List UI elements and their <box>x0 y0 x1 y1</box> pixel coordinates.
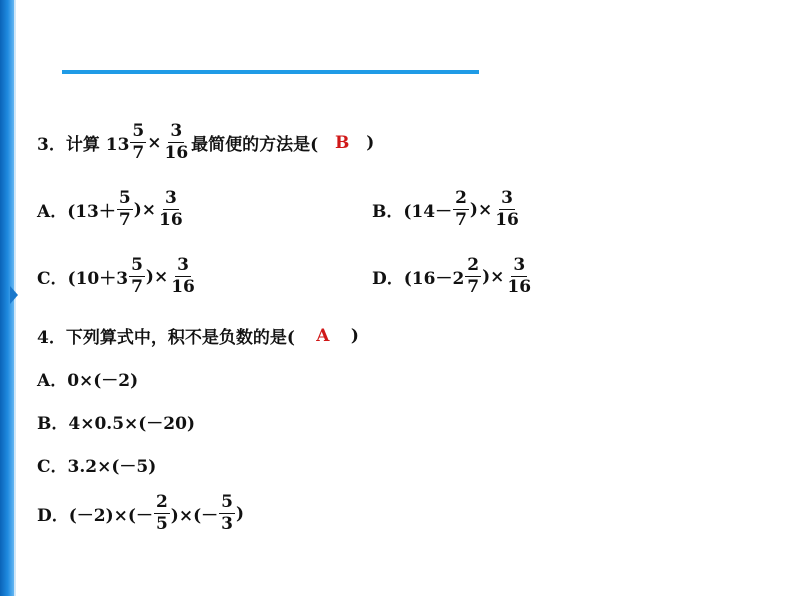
q3-option-b-label: B．(14－ <box>372 202 453 222</box>
q3-option-a-fraction-2 <box>157 190 185 229</box>
q3-option-b-fraction-1 <box>453 190 469 229</box>
q3-option-d-fraction-1 <box>465 257 481 296</box>
q3-suffix: 最简便的方法是( <box>191 135 319 155</box>
q3-option-a-label: A．(13＋ <box>37 202 116 222</box>
q3-option-b <box>372 190 522 229</box>
q3-option-c-label: C．(10＋3 <box>37 269 129 289</box>
q3-option-c <box>37 257 198 296</box>
q3-mixed-fraction <box>130 123 146 162</box>
q4-option-b: B．4×0.5×(－20) <box>37 414 196 434</box>
denominator: 5 <box>155 514 168 534</box>
q3-answer: B <box>335 132 350 153</box>
q3-prefix: 3．计算 13 <box>37 135 130 155</box>
q3-option-b-fraction-2 <box>493 190 521 229</box>
q3-option-d-fraction-2 <box>505 257 533 296</box>
q3-option-a <box>37 190 186 229</box>
q3-fraction <box>163 123 191 162</box>
left-notch-arrow-icon <box>10 286 18 304</box>
q3-option-b-operator: )× <box>469 199 493 220</box>
q3-fraction-denominator: 16 <box>164 143 189 163</box>
q4-stem-text: 4．下列算式中，积不是负数的是( <box>37 328 295 348</box>
denominator: 16 <box>171 277 195 297</box>
numerator: 3 <box>501 188 513 208</box>
q4-close-paren: ) <box>350 325 359 346</box>
numerator: 2 <box>155 492 168 512</box>
q3-close-paren: ) <box>366 132 375 153</box>
denominator: 7 <box>455 210 467 230</box>
q3-option-a-fraction-1 <box>117 190 133 229</box>
numerator: 3 <box>164 188 177 208</box>
q3-option-c-operator: )× <box>145 266 169 287</box>
title-rule <box>62 70 479 74</box>
q3-mixed-denominator: 7 <box>132 143 145 163</box>
q3-option-c-fraction-2 <box>169 257 197 296</box>
numerator: 5 <box>131 255 143 275</box>
q4-option-d-fraction-1 <box>154 494 170 533</box>
q3-option-d <box>372 257 534 296</box>
numerator: 2 <box>455 188 467 208</box>
numerator: 5 <box>221 492 233 512</box>
q4-option-a: A．0×(－2) <box>37 371 139 391</box>
denominator: 16 <box>507 277 532 297</box>
denominator: 3 <box>221 514 233 534</box>
q3-fraction-numerator: 3 <box>170 121 183 141</box>
q4-option-d-operator: )×(－ <box>170 506 219 526</box>
denominator: 16 <box>495 210 519 230</box>
numerator: 3 <box>177 255 189 275</box>
q3-option-d-label: D．(16－2 <box>372 269 465 289</box>
denominator: 7 <box>467 277 480 297</box>
numerator: 5 <box>118 188 131 208</box>
numerator: 3 <box>513 255 526 275</box>
question-4-stem <box>37 323 359 348</box>
q4-option-d-label: D．(－2)×(－ <box>37 506 153 526</box>
denominator: 16 <box>159 210 183 230</box>
q4-option-d-close-paren: ) <box>235 503 245 524</box>
q4-option-d-fraction-2 <box>219 494 235 533</box>
q3-option-d-operator: )× <box>482 266 505 287</box>
numerator: 2 <box>467 255 480 275</box>
q3-times: × <box>147 132 162 153</box>
question-3-stem <box>37 123 374 162</box>
q4-answer: A <box>316 325 330 346</box>
q3-option-c-fraction-1 <box>129 257 145 296</box>
q4-option-d <box>37 494 244 533</box>
denominator: 7 <box>118 210 131 230</box>
denominator: 7 <box>131 277 143 297</box>
q4-option-c: C．3.2×(－5) <box>37 457 157 477</box>
q3-mixed-numerator: 5 <box>132 121 145 141</box>
q3-option-a-operator: )× <box>133 199 157 220</box>
